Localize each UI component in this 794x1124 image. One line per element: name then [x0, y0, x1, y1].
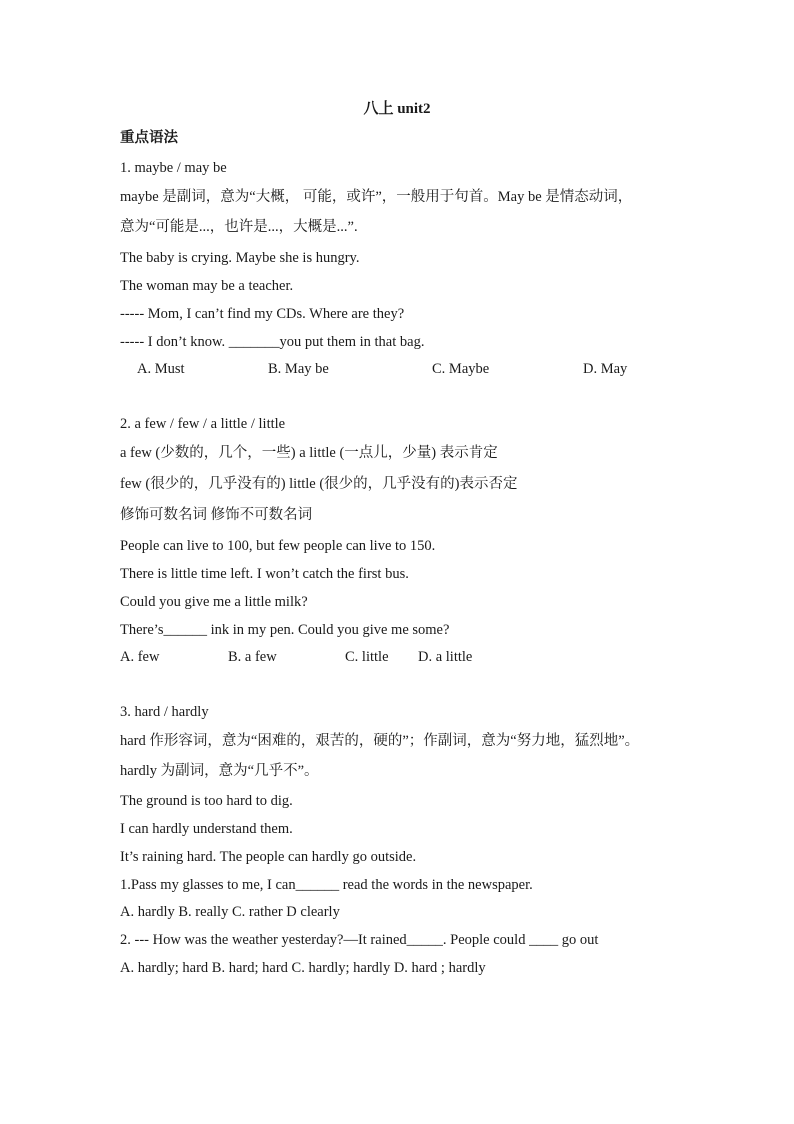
s3-explain-2: hardly 为副词，意为“几乎不”。 — [120, 763, 319, 779]
s3-explain-1: hard 作形容词，意为“困难的，艰苦的，硬的”；作副词，意为“努力地，猛烈地”。 — [120, 733, 640, 749]
s3-example-1: The ground is too hard to dig. — [120, 793, 293, 809]
s3-example-3: It’s raining hard. The people can hardly go outside. — [120, 849, 417, 865]
s3-question-2-options: A. hardly; hard B. hard; hard C. hardly; hardly D. hard ; hardly — [120, 960, 486, 976]
s1-heading: 1. maybe / may be — [120, 160, 227, 176]
s2-explain-1: a few (少数的，几个，一些) a little (一点儿，少量) 表示肯定 — [120, 445, 498, 461]
s1-option-c: C. Maybe — [432, 361, 490, 377]
s3-question-1-options: A. hardly B. really C. rather D clearly — [120, 904, 340, 920]
s1-example-1: The baby is crying. Maybe she is hungry. — [120, 250, 360, 266]
s2-example-3: Could you give me a little milk? — [120, 594, 308, 610]
s3-question-1: 1.Pass my glasses to me, I can______ read the words in the newspaper. — [120, 877, 533, 893]
s1-dialog-1: ----- Mom, I can’t find my CDs. Where are they? — [120, 306, 405, 322]
s1-example-2: The woman may be a teacher. — [120, 278, 294, 294]
s3-question-2: 2. --- How was the weather yesterday?—It rained_____. People could ____ go out — [120, 932, 599, 948]
page-title: 八上 unit2 — [363, 101, 431, 117]
s2-option-a: A. few — [120, 649, 160, 665]
s1-dialog-2: ----- I don’t know. _______you put them in that bag. — [120, 334, 425, 350]
s1-option-d: D. May — [583, 361, 628, 377]
s1-option-b: B. May be — [268, 361, 329, 377]
s3-heading: 3. hard / hardly — [120, 704, 209, 720]
s1-explain-1: maybe 是副词，意为“大概， 可能，或许”，一般用于句首。May be 是情态动词， — [120, 189, 633, 205]
s1-option-a: A. Must — [137, 361, 185, 377]
s2-example-2: There is little time left. I won’t catch the first bus. — [120, 566, 409, 582]
s2-option-b: B. a few — [228, 649, 277, 665]
s2-heading: 2. a few / few / a little / little — [120, 416, 286, 432]
section-heading: 重点语法 — [120, 130, 178, 146]
s2-explain-3: 修饰可数名词 修饰不可数名词 — [120, 507, 313, 523]
s2-question: There’s______ ink in my pen. Could you give me some? — [120, 622, 450, 638]
s2-option-d: D. a little — [418, 649, 473, 665]
s1-explain-2: 意为“可能是...，也许是...，大概是...”. — [120, 219, 358, 235]
s2-example-1: People can live to 100, but few people can live to 150. — [120, 538, 436, 554]
s2-explain-2: few (很少的，几乎没有的) little (很少的，几乎没有的)表示否定 — [120, 476, 518, 492]
s2-option-c: C. little — [345, 649, 389, 665]
s3-example-2: I can hardly understand them. — [120, 821, 293, 837]
